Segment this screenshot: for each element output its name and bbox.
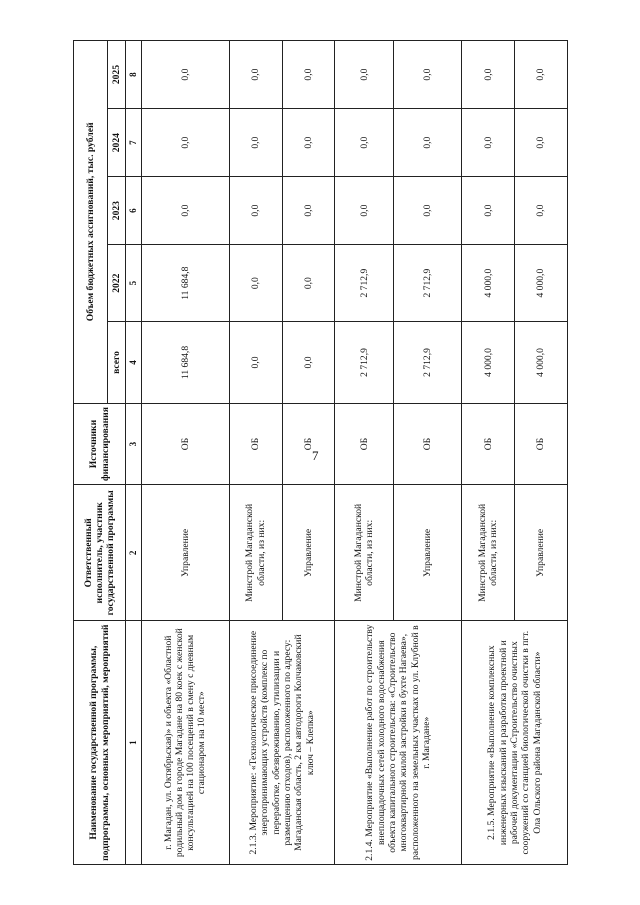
- row-total: 2 712,9: [394, 322, 462, 404]
- row-2024: 0,0: [515, 109, 568, 177]
- table-row: [462, 41, 515, 865]
- row-2025: 0,0: [394, 41, 462, 109]
- page-number: 7: [312, 448, 319, 463]
- header-source: Источники финансирования: [74, 403, 126, 485]
- row-2025: 0,0: [335, 41, 394, 109]
- row-source: ОБ: [462, 403, 515, 485]
- row-total: 0,0: [229, 322, 282, 404]
- row-executor: Минстрой Магаданской области, из них:: [462, 485, 515, 621]
- row-total: 11 684,8: [141, 322, 229, 404]
- row-2024: 0,0: [282, 109, 335, 177]
- row-total: 4 000,0: [462, 322, 515, 404]
- row-2022: 4 000,0: [462, 245, 515, 322]
- row-2025: 0,0: [141, 41, 229, 109]
- row-name: г. Магадан, ул. Октябрьская)» и объекта «Областной родильный дом в городе Магадане на 80 коек с женской консультацией на 100 посещений в смену с дневным стационаром на 10 мест»: [141, 621, 229, 865]
- row-source: ОБ: [515, 403, 568, 485]
- row-source: ОБ: [229, 403, 282, 485]
- table-container: [73, 40, 568, 865]
- row-source: ОБ: [282, 403, 335, 485]
- row-2023: 0,0: [141, 177, 229, 245]
- row-2023: 0,0: [282, 177, 335, 245]
- row-2022: 2 712,9: [394, 245, 462, 322]
- col-number: 5: [126, 245, 142, 322]
- row-2024: 0,0: [229, 109, 282, 177]
- row-2024: 0,0: [141, 109, 229, 177]
- header-2024: 2024: [108, 109, 126, 177]
- row-source: ОБ: [141, 403, 229, 485]
- col-number: 6: [126, 177, 142, 245]
- row-2023: 0,0: [229, 177, 282, 245]
- header-name: Наименование государственной программы, подпрограммы, основных мероприятий, мероприятий: [74, 621, 126, 865]
- header-volume: Объем бюджетных ассигнований, тыс. рублей: [74, 41, 108, 404]
- row-2025: 0,0: [462, 41, 515, 109]
- row-name: 2.1.4. Мероприятие «Выполнение работ по строительству внеплощадочных сетей холодного водоснабжения объекта капитального строительства: «Строительство многоквартирной жилой застройки в бухте Нагаева», расположенного на земельных участках по ул. Клубной в г. Магадане»: [335, 621, 462, 865]
- row-executor: Управление: [141, 485, 229, 621]
- row-2022: 4 000,0: [515, 245, 568, 322]
- row-executor: Минстрой Магаданской области, из них:: [229, 485, 282, 621]
- header-2022: 2022: [108, 245, 126, 322]
- row-2024: 0,0: [462, 109, 515, 177]
- row-2022: 2 712,9: [335, 245, 394, 322]
- row-2022: 0,0: [229, 245, 282, 322]
- table-row: [141, 41, 229, 865]
- row-2024: 0,0: [394, 109, 462, 177]
- col-number: 3: [126, 403, 142, 485]
- row-2023: 0,0: [394, 177, 462, 245]
- row-2022: 11 684,8: [141, 245, 229, 322]
- header-2023: 2023: [108, 177, 126, 245]
- row-executor: Управление: [282, 485, 335, 621]
- budget-table: [73, 40, 568, 865]
- row-executor: Минстрой Магаданской области, из них:: [335, 485, 394, 621]
- row-2023: 0,0: [515, 177, 568, 245]
- row-2025: 0,0: [229, 41, 282, 109]
- header-2025: 2025: [108, 41, 126, 109]
- row-total: 2 712,9: [335, 322, 394, 404]
- row-2023: 0,0: [462, 177, 515, 245]
- row-name: 2.1.3. Мероприятие: «Технологическое присоединение энергопринимающих устройств (комплекс по переработке, обезвреживанию, утилизации и размещению отходов), расположенного по адресу: Магаданская область, 2 км автодороги Колчаковский ключ – Клепка»: [229, 621, 335, 865]
- row-source: ОБ: [335, 403, 394, 485]
- row-2023: 0,0: [335, 177, 394, 245]
- row-2025: 0,0: [282, 41, 335, 109]
- row-2025: 0,0: [515, 41, 568, 109]
- header-total: всего: [108, 322, 126, 404]
- row-source: ОБ: [394, 403, 462, 485]
- table-row: [229, 41, 282, 865]
- col-number: 8: [126, 41, 142, 109]
- row-total: 4 000,0: [515, 322, 568, 404]
- col-number: 2: [126, 485, 142, 621]
- row-name: 2.1.5. Мероприятие «Выполнение комплексных инженерных изысканий и разработка проектной и рабочей документации «Строительство очистных сооружений со станцией биологической очистки в пгт. Ола Ольского района Магаданской области»: [462, 621, 568, 865]
- col-number: 7: [126, 109, 142, 177]
- row-2024: 0,0: [335, 109, 394, 177]
- row-total: 0,0: [282, 322, 335, 404]
- table-row: [335, 41, 394, 865]
- row-executor: Управление: [394, 485, 462, 621]
- col-number: 1: [126, 621, 142, 865]
- header-executor: Ответственный исполнитель, участник государственной программы: [74, 485, 126, 621]
- row-executor: Управление: [515, 485, 568, 621]
- row-2022: 0,0: [282, 245, 335, 322]
- col-number: 4: [126, 322, 142, 404]
